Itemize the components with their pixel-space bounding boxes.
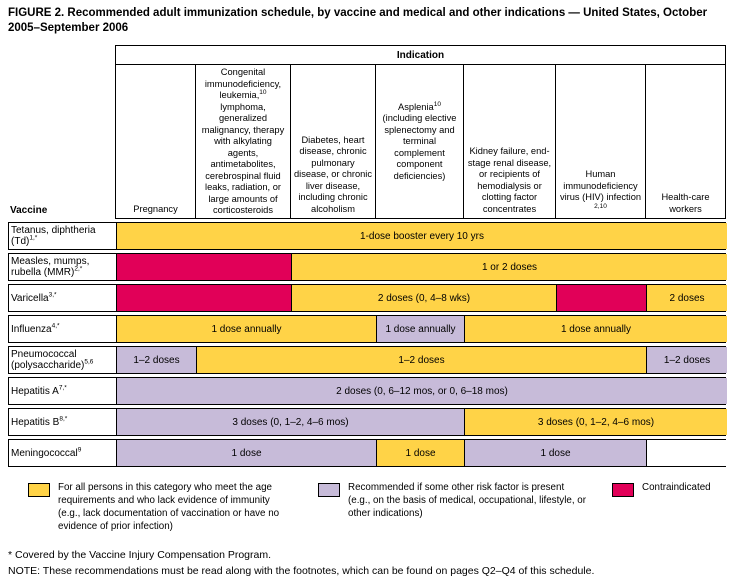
- cell-td-booster: 1-dose booster every 10 yrs: [116, 223, 727, 249]
- row-tetanus-diphtheria: [8, 222, 726, 250]
- vaccine-column-header: Vaccine: [10, 205, 48, 217]
- col-header-text: Kidney failure, end-stage renal disease, or recipients of hemodialysis or clotting factor concentrates: [467, 146, 552, 214]
- cell-influenza-dose-asplenia: 1 dose annually: [376, 316, 464, 342]
- legend: [28, 482, 726, 534]
- vaccine-name-mmr: Measles, mumps, rubella (MMR)$^{2,*}$: [11, 256, 90, 279]
- col-header-text: Health-care workers: [661, 192, 710, 214]
- footnote-superscript: 7,*: [58, 384, 67, 392]
- cell-mening-empty: [646, 440, 727, 466]
- vaccine-name-varicella: Varicella$^{3,*}$: [11, 291, 57, 304]
- cell-pneumo-hcw: 1–2 doses: [646, 347, 727, 373]
- risk-factor-swatch: [318, 483, 340, 497]
- footnote-superscript: 1,*: [29, 235, 38, 243]
- footnotes: [8, 547, 726, 580]
- footnote-superscript: 2,*: [74, 266, 83, 274]
- vaccine-name-hepatitis-a: Hepatitis $A^{7,*}$: [11, 384, 67, 397]
- cell-pneumo-main: 1–2 doses: [196, 347, 646, 373]
- cell-influenza-dose-1: 1 dose annually: [116, 316, 376, 342]
- col-header-text: Diabetes, heart disease, chronic pulmonary disease, or chronic liver disease, including chronic alcoholism: [293, 134, 373, 214]
- col-header-text: Human immunodeficiency virus (HIV) infection: [559, 169, 642, 203]
- immunization-schedule-table: [8, 45, 726, 467]
- col-header-text: Asplenia: [398, 101, 434, 112]
- footnote-note: NOTE: These recommendations must be read along with the footnotes, which can be found on pages Q2–Q4 of this schedule.: [8, 565, 595, 578]
- vaccine-name-td: Tetanus, diphtheria $(Td)^{1,*}$: [11, 225, 96, 248]
- cell-mmr-doses: 1 or 2 doses: [291, 254, 727, 280]
- cell-hepb-risk: 3 doses (0, 1–2, 4–6 mos): [116, 409, 464, 435]
- vaccine-name-meningococcal: Meningococcal$^9$: [11, 446, 82, 459]
- row-hepatitis-a: [8, 377, 726, 405]
- cell-mening-risk-1: 1 dose: [116, 440, 376, 466]
- col-header-health-care-workers: [645, 65, 726, 219]
- indication-header: Indication: [115, 45, 726, 65]
- footnote-superscript: 2,10: [594, 202, 607, 210]
- col-header-pregnancy: [115, 65, 195, 219]
- cell-varicella-hcw-doses: 2 doses: [646, 285, 727, 311]
- row-measles-mumps-rubella: [8, 253, 726, 281]
- for-all-swatch: [28, 483, 50, 497]
- col-header-text: Pregnancy: [133, 203, 178, 214]
- row-varicella: [8, 284, 726, 312]
- row-hepatitis-b: [8, 408, 726, 436]
- vaccine-name-hepatitis-b: Hepatitis $B^{8,*}$: [11, 415, 68, 428]
- cell-mening-asplenia: 1 dose: [376, 440, 464, 466]
- footnote-superscript: 10: [433, 100, 441, 108]
- cell-hepb-forall: 3 doses (0, 1–2, 4–6 mos): [464, 409, 727, 435]
- legend-item-contraindicated: [612, 482, 711, 497]
- col-header-congenital-immunodeficiency: Congenital immunodeficiency, leukemia,$^{10}$ lymphoma, generalized malignancy, therapy with alkylating agents, antimetabolites, cerebrospinal fluid leaks, radiation, or large amounts of corticosteroids: [195, 65, 290, 219]
- col-header-diabetes: [290, 65, 375, 219]
- footnote-superscript: 9: [77, 446, 82, 454]
- footnote-superscript: 4,*: [51, 322, 60, 330]
- footnote-vicp: * Covered by the Vaccine Injury Compensation Program.: [8, 549, 272, 562]
- legend-label-contraindicated: Contraindicated: [642, 482, 711, 494]
- cell-influenza-dose-2: 1 dose annually: [464, 316, 727, 342]
- cell-mmr-contraindicated: [116, 254, 291, 280]
- cell-varicella-doses: 2 doses (0, 4–8 wks): [291, 285, 556, 311]
- vaccine-name-pneumococcal: Pneumococcal (polysaccharide)$^{5,6}$: [11, 349, 94, 372]
- legend-item-for-all: [28, 482, 294, 534]
- row-meningococcal: [8, 439, 726, 467]
- cell-hepa-doses: 2 doses (0, 6–12 mos, or 0, 6–18 mos): [116, 378, 727, 404]
- footnote-superscript: 8,*: [59, 415, 68, 423]
- legend-label-for-all: For all persons in this category who meet the age requirements and who lack evidence of immunity (e.g., lack documentation of vaccination or have no evidence of prior infection): [58, 482, 280, 533]
- cell-pneumo-pregnancy: 1–2 doses: [116, 347, 196, 373]
- col-header-hiv-infection: [555, 65, 645, 219]
- cell-varicella-contraindicated-2: [556, 285, 646, 311]
- vaccine-name-influenza: Influenza$^{4,*}$: [11, 322, 60, 335]
- col-header-text: Congenital immunodeficiency, leukemia,: [204, 67, 282, 101]
- cell-mening-risk-2: 1 dose: [464, 440, 646, 466]
- footnote-superscript: 5,6: [84, 359, 94, 367]
- col-header-kidney-failure: [463, 65, 555, 219]
- contraindicated-swatch: [612, 483, 634, 497]
- footnote-superscript: 3,*: [48, 291, 57, 299]
- col-header-asplenia: Asplenia$^{10}$ (including elective splenectomy and terminal complement component deficiencies): [375, 65, 463, 219]
- figure-title: FIGURE 2. Recommended adult immunization schedule, by vaccine and medical and other indications — United States, October 2005–September 2006: [8, 7, 708, 35]
- cell-varicella-contraindicated-1: [116, 285, 291, 311]
- table-header: [8, 45, 726, 219]
- footnote-superscript: 10: [259, 88, 267, 96]
- legend-label-risk-factor: Recommended if some other risk factor is present (e.g., on the basis of medical, occupational, lifestyle, or other indications): [348, 482, 586, 520]
- row-influenza: [8, 315, 726, 343]
- legend-item-risk-factor: [318, 482, 588, 521]
- row-pneumococcal: [8, 346, 726, 374]
